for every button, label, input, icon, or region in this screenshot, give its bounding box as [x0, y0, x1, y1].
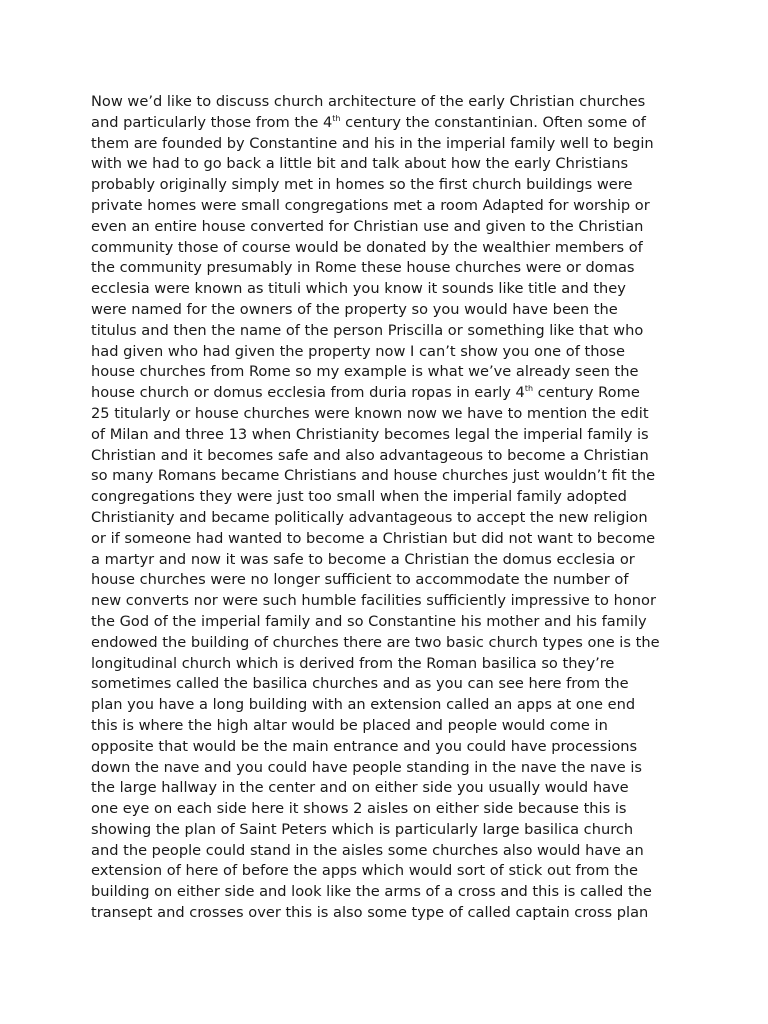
line-text: or if someone had wanted to become a Christian but did not want to become: [91, 529, 656, 547]
line-text: endowed the building of churches there are two basic church types one is the: [91, 633, 660, 651]
text-line: [91, 487, 691, 508]
text-line: [91, 342, 691, 363]
line-text: had given who had given the property now I can’t show you one of those: [91, 342, 625, 360]
line-text: ecclesia were known as tituli which you know it sounds like title and they: [91, 280, 626, 298]
text-line: [91, 674, 691, 695]
line-text: and the people could stand in the aisles some churches also would have an: [91, 841, 644, 859]
text-line: [91, 154, 691, 175]
line-text: of Milan and three 13 when Christianity becomes legal the imperial family is: [91, 425, 649, 443]
line-text: were named for the owners of the property so you would have been the: [91, 300, 618, 318]
text-line: [91, 508, 691, 529]
line-text: Christianity and became politically advantageous to accept the new religion: [91, 508, 648, 526]
line-text: the community presumably in Rome these house churches were or domas: [91, 259, 635, 277]
text-line: [91, 612, 691, 633]
text-line: [91, 258, 691, 279]
line-text: titulus and then the name of the person Priscilla or something like that who: [91, 321, 644, 339]
text-line: [91, 175, 691, 196]
line-text: building on either side and look like the arms of a cross and this is called the: [91, 883, 652, 901]
line-text: this is where the high altar would be placed and people would come in: [91, 716, 608, 734]
line-text: private homes were small congregations met a room Adapted for worship or: [91, 196, 650, 214]
line-text: house churches were no longer sufficient to accommodate the number of: [91, 571, 629, 589]
ordinal-superscript: th: [332, 113, 341, 123]
line-text: transept and crosses over this is also some type of called captain cross plan: [91, 904, 649, 922]
text-line: [91, 383, 691, 404]
text-line: [91, 903, 691, 924]
text-line: [91, 737, 691, 758]
text-line: [91, 861, 691, 882]
line-text: house church or domus ecclesia from duria ropas in early 4: [91, 384, 525, 402]
text-line: [91, 425, 691, 446]
text-line: [91, 529, 691, 550]
line-text: the large hallway in the center and on either side you usually would have: [91, 779, 629, 797]
text-line: [91, 841, 691, 862]
text-line: [91, 446, 691, 467]
text-line: [91, 279, 691, 300]
line-text: opposite that would be the main entrance and you could have processions: [91, 737, 638, 755]
text-line: [91, 778, 691, 799]
line-text: so many Romans became Christians and house churches just wouldn’t fit the: [91, 467, 656, 485]
line-text: century Rome: [533, 384, 640, 402]
line-text: plan you have a long building with an extension called an apps at one end: [91, 696, 636, 714]
text-line: [91, 238, 691, 259]
text-line: [91, 654, 691, 675]
text-line: [91, 113, 691, 134]
text-line: [91, 820, 691, 841]
line-text: and particularly those from the 4: [91, 113, 333, 131]
text-line: [91, 570, 691, 591]
text-line: [91, 716, 691, 737]
text-line: [91, 321, 691, 342]
line-text: new converts nor were such humble facilities sufficiently impressive to honor: [91, 592, 656, 610]
line-text: sometimes called the basilica churches and as you can see here from the: [91, 675, 629, 693]
ordinal-superscript: th: [524, 384, 534, 394]
text-line: [91, 633, 691, 654]
text-line: [91, 300, 691, 321]
line-text: a martyr and now it was safe to become a Christian the domus ecclesia or: [91, 550, 635, 568]
text-line: [91, 196, 691, 217]
line-text: longitudinal church which is derived from the Roman basilica so they’re: [91, 654, 615, 672]
text-line: [91, 404, 691, 425]
line-text: Christian and it becomes safe and also advantageous to become a Christian: [91, 446, 649, 464]
line-text: Now we’d like to discuss church architecture of the early Christian churches: [91, 93, 646, 110]
text-line: [91, 758, 691, 779]
line-text: century the constantinian. Often some of: [340, 113, 646, 131]
line-text: showing the plan of Saint Peters which is particularly large basilica church: [91, 820, 634, 838]
line-text: probably originally simply met in homes so the first church buildings were: [91, 176, 633, 194]
text-line: [91, 362, 691, 383]
text-line: [91, 217, 691, 238]
body-text: [91, 92, 691, 924]
line-text: with we had to go back a little bit and talk about how the early Christians: [91, 155, 629, 173]
text-line: [91, 134, 691, 155]
text-line: [91, 695, 691, 716]
text-line: [91, 550, 691, 571]
line-text: house churches from Rome so my example is what we’ve already seen the: [91, 363, 639, 381]
line-text: even an entire house converted for Christian use and given to the Christian: [91, 217, 644, 235]
text-line: [91, 591, 691, 612]
line-text: extension of here of before the apps which would sort of stick out from the: [91, 862, 639, 880]
line-text: the God of the imperial family and so Constantine his mother and his family: [91, 612, 647, 630]
text-line: [91, 799, 691, 820]
text-line: [91, 92, 691, 113]
line-text: one eye on each side here it shows 2 aisles on either side because this is: [91, 800, 627, 818]
text-line: [91, 882, 691, 903]
line-text: community those of course would be donated by the wealthier members of: [91, 238, 643, 256]
line-text: down the nave and you could have people standing in the nave the nave is: [91, 758, 642, 776]
text-line: [91, 466, 691, 487]
line-text: 25 titularly or house churches were known now we have to mention the edit: [91, 404, 649, 422]
line-text: congregations they were just too small when the imperial family adopted: [91, 488, 627, 506]
line-text: them are founded by Constantine and his in the imperial family well to begin: [91, 134, 654, 152]
